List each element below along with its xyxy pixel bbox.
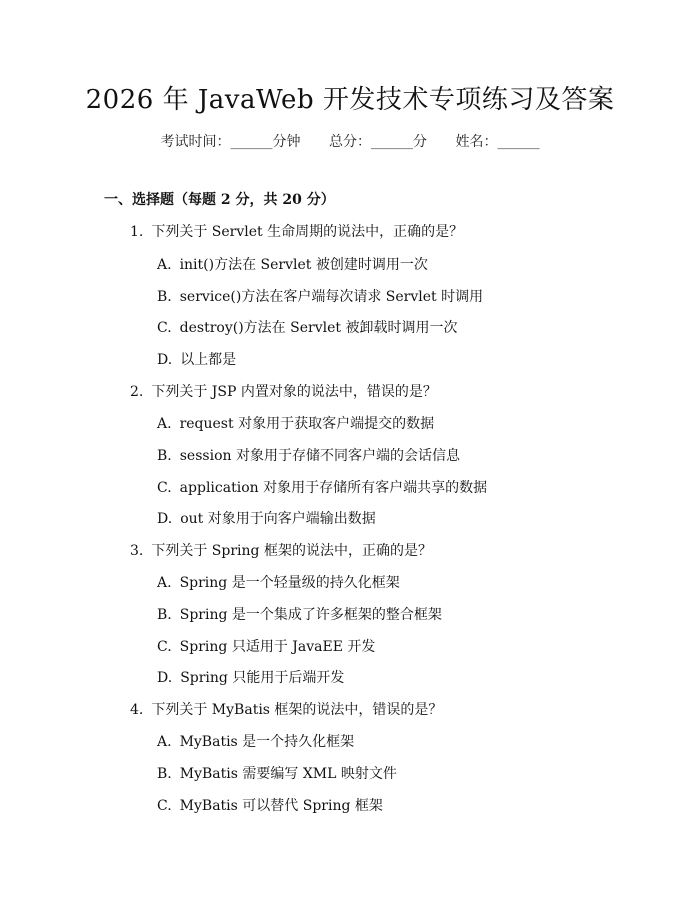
question-1-option-d xyxy=(157,350,236,370)
option-letter: A. xyxy=(157,257,172,273)
option-letter: B. xyxy=(157,766,172,782)
option-letter: C. xyxy=(157,639,172,655)
option-letter: B. xyxy=(157,607,172,623)
option-letter: A. xyxy=(157,416,172,432)
exam-time-field: 考试时间：______分钟 xyxy=(160,134,301,150)
question-1-option-c xyxy=(157,318,457,338)
option-letter: C. xyxy=(157,480,172,496)
question-4-option-c xyxy=(157,796,383,816)
option-text: application 对象用于存储所有客户端共享的数据 xyxy=(179,480,488,496)
option-letter: A. xyxy=(157,575,172,591)
question-number: 1. xyxy=(130,224,144,240)
option-letter: B. xyxy=(157,448,172,464)
option-text: Spring 是一个集成了许多框架的整合框架 xyxy=(179,607,442,623)
option-text: destroy()方法在 Servlet 被卸载时调用一次 xyxy=(179,320,458,336)
question-text: 下列关于 MyBatis 框架的说法中，错误的是？ xyxy=(151,702,443,718)
option-text: request 对象用于获取客户端提交的数据 xyxy=(179,416,435,432)
option-text: service()方法在客户端每次请求 Servlet 时调用 xyxy=(179,289,484,305)
option-text: Spring 只能用于后端开发 xyxy=(180,670,345,686)
question-2-option-d xyxy=(157,509,376,529)
question-2-option-a xyxy=(157,414,434,434)
question-3-option-a xyxy=(157,573,400,593)
option-letter: A. xyxy=(157,734,172,750)
option-text: MyBatis 可以替代 Spring 框架 xyxy=(179,798,383,814)
option-letter: C. xyxy=(157,320,172,336)
question-3-option-d xyxy=(157,668,344,688)
question-text: 下列关于 Servlet 生命周期的说法中，正确的是？ xyxy=(151,224,464,240)
option-text: 以上都是 xyxy=(180,352,237,368)
question-1-option-b xyxy=(157,287,483,307)
question-3-option-b xyxy=(157,605,442,625)
section-heading: 一、选择题（每题 2 分，共 20 分） xyxy=(104,192,335,208)
question-2 xyxy=(130,382,437,402)
question-1 xyxy=(130,222,463,242)
question-4-option-a xyxy=(157,732,354,752)
option-letter: D. xyxy=(157,670,173,686)
option-letter: D. xyxy=(157,511,173,527)
option-text: MyBatis 是一个持久化框架 xyxy=(179,734,355,750)
option-letter: D. xyxy=(157,352,173,368)
question-4-option-b xyxy=(157,764,397,784)
total-score-field: 总分：______分 xyxy=(329,134,427,150)
option-text: init()方法在 Servlet 被创建时调用一次 xyxy=(179,257,428,273)
option-letter: B. xyxy=(157,289,172,305)
question-text: 下列关于 JSP 内置对象的说法中，错误的是？ xyxy=(151,384,437,400)
option-letter: C. xyxy=(157,798,172,814)
question-number: 2. xyxy=(130,384,144,400)
student-name-field: 姓名：______ xyxy=(455,134,540,150)
page-title: 2026 年 JavaWeb 开发技术专项练习及答案 xyxy=(85,85,615,115)
question-number: 4. xyxy=(130,702,144,718)
question-2-option-c xyxy=(157,478,487,498)
question-number: 3. xyxy=(130,543,144,559)
option-text: Spring 只适用于 JavaEE 开发 xyxy=(179,639,376,655)
question-3 xyxy=(130,541,432,561)
question-1-option-a xyxy=(157,255,428,275)
question-text: 下列关于 Spring 框架的说法中，正确的是？ xyxy=(151,543,432,559)
exam-info-line xyxy=(0,132,700,152)
question-2-option-b xyxy=(157,446,460,466)
question-3-option-c xyxy=(157,637,375,657)
option-text: MyBatis 需要编写 XML 映射文件 xyxy=(179,766,397,782)
question-4 xyxy=(130,700,442,720)
option-text: out 对象用于向客户端输出数据 xyxy=(180,511,376,527)
option-text: session 对象用于存储不同客户端的会话信息 xyxy=(179,448,460,464)
option-text: Spring 是一个轻量级的持久化框架 xyxy=(179,575,400,591)
